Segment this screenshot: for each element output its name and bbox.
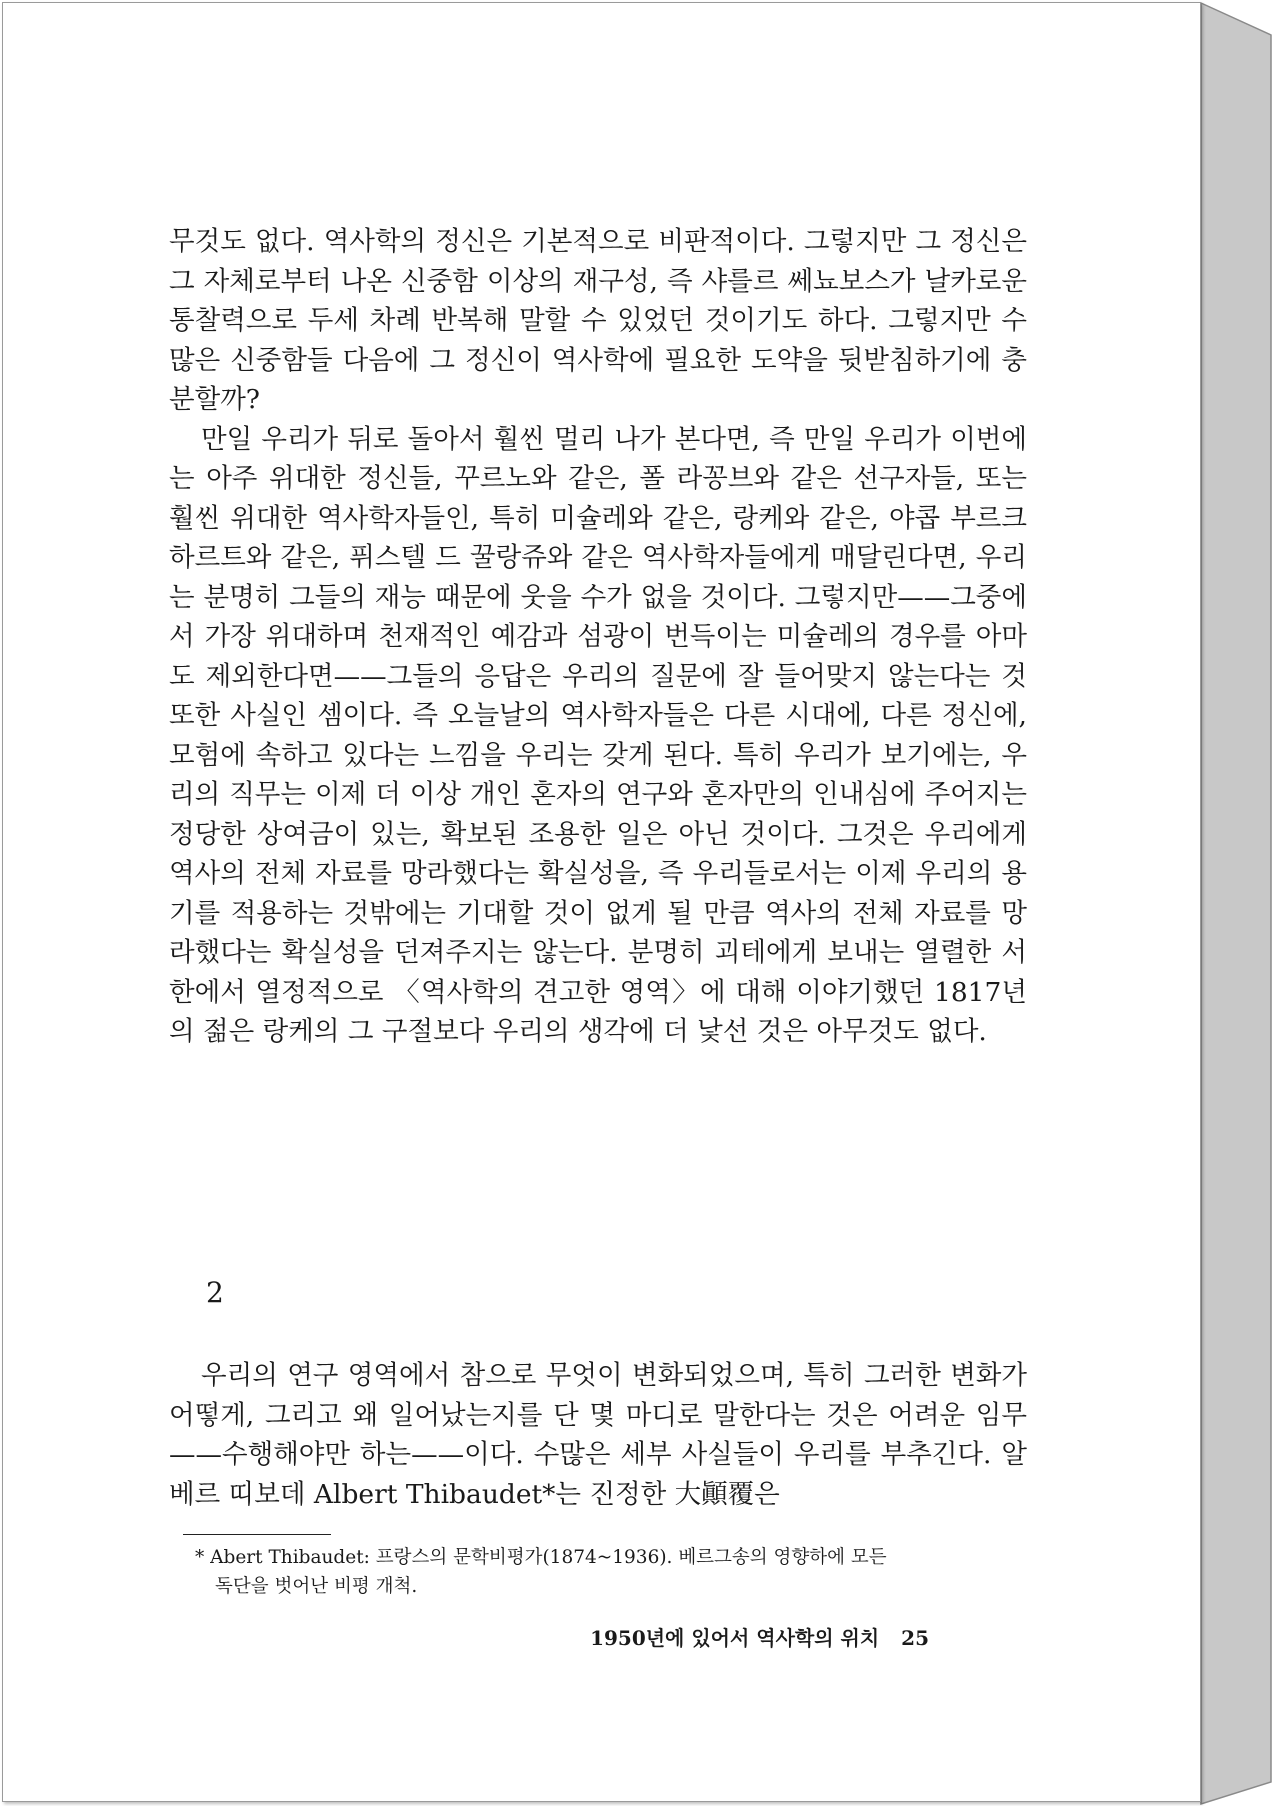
paragraph: 우리의 연구 영역에서 참으로 무엇이 변화되었으며, 특히 그러한 변화가 어떻게, 그리고 왜 일어났는지를 단 몇 마디로 말한다는 것은 어려운 임무——수행해야만 하는——이다. 수많은 세부 사실들이 우리를 부추긴다. 알베르 띠보데 Albert Thibaudet*는 진정한 大顚覆은 — [169, 1360, 1027, 1510]
footnote-line: * Abert Thibaudet: 프랑스의 문학비평가(1874~1936). 베르그송의 영향하에 모든 — [195, 1547, 887, 1568]
footnote-line: 독단을 벗어난 비평 개척. — [215, 1576, 418, 1597]
footnote-divider — [183, 1534, 331, 1535]
paragraph: 만일 우리가 뒤로 돌아서 훨씬 멀리 나가 본다면, 즉 만일 우리가 이번에는 아주 위대한 정신들, 꾸르노와 같은, 폴 라꽁브와 같은 선구자들, 또는 훨씬 위대한 역사학자들인, 특히 미슐레와 같은, 랑케와 같은, 야콥 부르크하르트와 같은, 퓌스텔 드 꿀랑쥬와 같은 역사학자들에게 매달린다면, 우리는 분명히 그들의 재능 때문에 웃을 수가 없을 것이다. 그렇지만——그중에서 가장 위대하며 천재적인 예감과 섬광이 번득이는 미슐레의 경우를 아마도 제외한다면——그들의 응답은 우리의 질문에 잘 들어맞지 않는다는 것 또한 사실인 셈이다. 즉 오늘날의 역사학자들은 다른 시대에, 다른 정신에, 모험에 속하고 있다는 느낌을 우리는 갖게 된다. 특히 우리가 보기에는, 우리의 직무는 이제 더 이상 개인 혼자의 연구와 혼자만의 인내심에 주어지는 정당한 상여금이 있는, 확보된 조용한 일은 아닌 것이다. 그것은 우리에게 역사의 전체 자료를 망라했다는 확실성을, 즉 우리들로서는 이제 우리의 용기를 적용하는 것밖에는 기대할 것이 없게 될 만큼 역사의 전체 자료를 망라했다는 확실성을 던져주지는 않는다. 분명히 괴테에게 보내는 열렬한 서한에서 열정적으로 〈역사학의 견고한 영역〉에 대해 이야기했던 1817년의 젊은 랑케의 그 구절보다 우리의 생각에 더 낯선 것은 아무것도 없다. — [169, 423, 1027, 1047]
footnote — [195, 1543, 1023, 1601]
footer-title: 1950년에 있어서 역사학의 위치 — [590, 1626, 880, 1650]
section-number: 2 — [206, 1276, 224, 1309]
running-footer — [590, 1622, 929, 1651]
book-page — [2, 2, 1201, 1802]
text-block-part1 — [169, 222, 1027, 1052]
page-number: 25 — [901, 1626, 929, 1650]
paragraph-continued: 무것도 없다. 역사학의 정신은 기본적으로 비판적이다. 그렇지만 그 정신은 그 자체로부터 나온 신중함 이상의 재구성, 즉 샤를르 쎄뇨보스가 날카로운 통찰력으로 두세 차례 반복해 말할 수 있었던 것이기도 하다. 그렇지만 수많은 신중함들 다음에 그 정신이 역사학에 필요한 도약을 뒷받침하기에 충분할까? — [169, 226, 1027, 415]
text-block-part2 — [169, 1356, 1027, 1514]
